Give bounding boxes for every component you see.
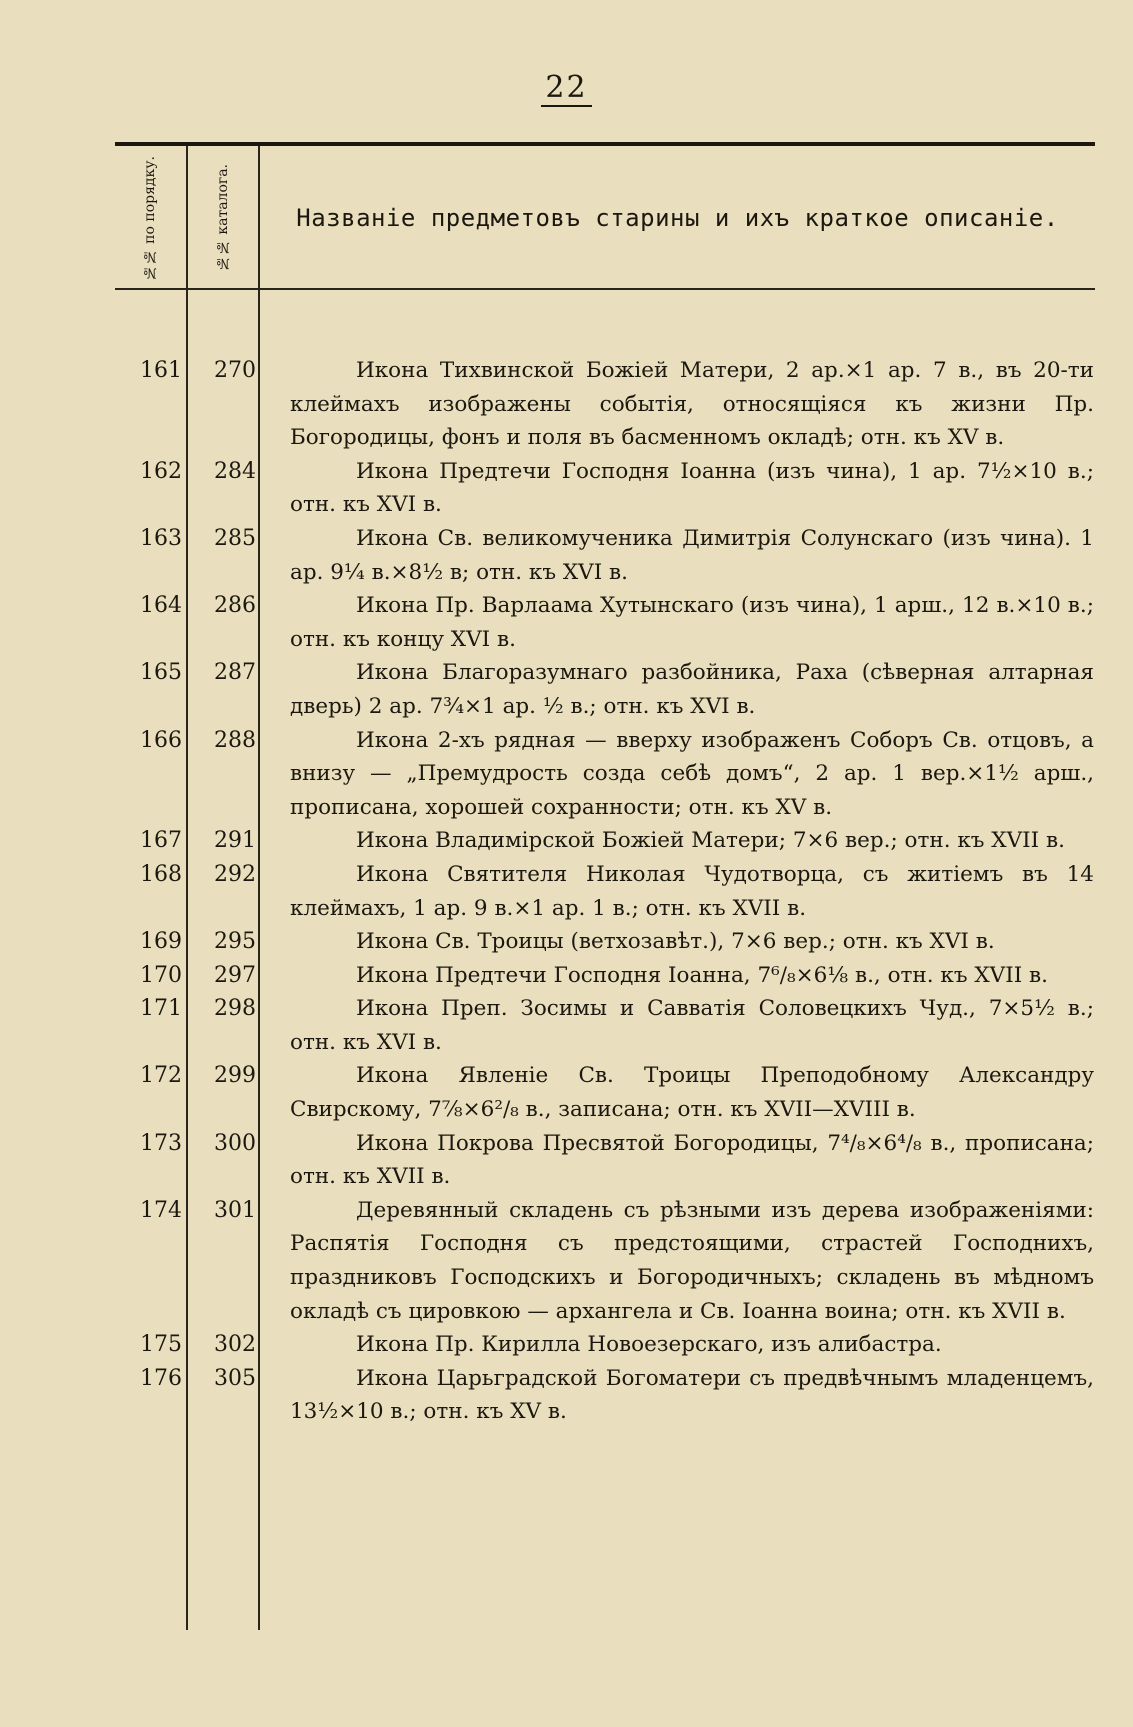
entry-description: Икона Пр. Кирилла Новоезерскаго, изъ алибастра. (356, 1332, 942, 1358)
entry-catalog-number: 298 (214, 996, 256, 1022)
header-order-label: №№ по порядку. (142, 155, 158, 281)
entry-order-number: 171 (140, 996, 182, 1022)
entry-order-number: 167 (140, 828, 182, 854)
entry-description: Икона Предтечи Господня Іоанна, 7⁶/₈×6⅛ в., отн. къ XVII в. (356, 962, 1048, 988)
entry-order-number: 173 (140, 1130, 182, 1156)
catalog-entries (115, 354, 1100, 1429)
header-catalog-cell (188, 150, 258, 286)
entry-order-number: 174 (140, 1197, 182, 1223)
header-description-cell (260, 150, 1095, 286)
entry-description: Икона Покрова Пресвятой Богородицы, 7⁴/₈×6⁴/₈ в., прописана; отн. къ XVII в. (290, 1130, 1094, 1190)
entry-catalog-number: 286 (214, 593, 256, 619)
entry-catalog-number: 291 (214, 828, 256, 854)
entry-order-number: 169 (140, 929, 182, 955)
entry-description: Икона Явленіе Св. Троицы Преподобному Александру Свирскому, 7⅞×6²/₈ в., записана; отн. къ XVII—XVIII в. (290, 1063, 1094, 1123)
entry-description: Икона Предтечи Господня Іоанна (изъ чина), 1 ар. 7½×10 в.; отн. къ XVI в. (290, 458, 1094, 518)
entry-catalog-number: 270 (214, 358, 256, 383)
catalog-entry (115, 992, 1100, 1059)
entry-order-number: 166 (140, 727, 182, 753)
catalog-entry (115, 589, 1100, 656)
catalog-entry (115, 1194, 1100, 1328)
entry-catalog-number: 295 (214, 929, 256, 955)
catalog-entry (115, 1059, 1100, 1126)
entry-catalog-number: 288 (214, 727, 256, 753)
entry-catalog-number: 292 (214, 861, 256, 887)
catalog-entry (115, 354, 1100, 455)
header-catalog-label: №№ каталога. (214, 164, 231, 272)
header-order-cell (115, 150, 186, 286)
entry-catalog-number: 301 (214, 1197, 256, 1223)
entry-catalog-number: 284 (214, 458, 256, 484)
entry-description: Икона Благоразумнаго разбойника, Раха (сѣверная алтарная дверь) 2 ар. 7¾×1 ар. ½ в.; отн. къ XVI в. (290, 660, 1094, 719)
entry-description: Икона Святителя Николая Чудотворца, съ житіемъ въ 14 клеймахъ, 1 ар. 9 в.×1 ар. 1 в.; отн. къ XVII в. (290, 861, 1094, 921)
entry-description: Икона Преп. Зосимы и Савватія Соловецкихъ Чуд., 7×5½ в.; отн. къ XVI в. (290, 996, 1094, 1055)
entry-order-number: 168 (140, 861, 182, 887)
catalog-entry (115, 656, 1100, 723)
entry-order-number: 162 (140, 458, 182, 484)
entry-catalog-number: 299 (214, 1063, 256, 1089)
entry-description: Икона Св. Троицы (ветхозавѣт.), 7×6 вер.; отн. къ XVI в. (356, 929, 995, 955)
entry-catalog-number: 285 (214, 525, 256, 551)
entry-description: Икона Владимірской Божіей Матери; 7×6 вер.; отн. къ XVII в. (356, 828, 1065, 854)
entry-description: Икона Тихвинской Божіей Матери, 2 ар.×1 ар. 7 в., въ 20-ти клеймахъ изображены событія, относящіяся къ жизни Пр. Богородицы, фонъ и поля въ басменномъ окладѣ; отн. къ XV в. (290, 358, 1094, 451)
entry-order-number: 163 (140, 525, 182, 551)
catalog-entry (115, 724, 1100, 825)
catalog-entry (115, 959, 1100, 993)
catalog-entry (115, 824, 1100, 858)
entry-catalog-number: 302 (214, 1332, 256, 1358)
entry-catalog-number: 305 (214, 1365, 256, 1391)
catalog-entry (115, 1127, 1100, 1194)
catalog-entry (115, 925, 1100, 959)
catalog-entry (115, 455, 1100, 522)
catalog-entry (115, 1328, 1100, 1362)
entry-description: Икона Пр. Варлаама Хутынскаго (изъ чина), 1 арш., 12 в.×10 в.; отн. къ концу XVI в. (290, 593, 1094, 652)
page-number: 22 (0, 70, 1133, 105)
catalog-entry (115, 1362, 1100, 1429)
entry-description: Деревянный складень съ рѣзными изъ дерева изображеніями: Распятія Господня съ предстоящими, страстей Господнихъ, праздниковъ Господскихъ и Богородичныхъ; складень въ мѣдномъ окладѣ съ цировкою — архангела и Св. Іоанна воина; отн. къ XVII в. (290, 1197, 1094, 1324)
entry-description: Икона Царьградской Богоматери съ предвѣчнымъ младенцемъ, 13½×10 в.; отн. къ XV в. (290, 1365, 1094, 1425)
entry-catalog-number: 300 (214, 1130, 256, 1156)
entry-order-number: 172 (140, 1063, 182, 1089)
entry-catalog-number: 287 (214, 660, 256, 686)
catalog-entry (115, 858, 1100, 925)
entry-description: Икона 2-хъ рядная — вверху изображенъ Соборъ Св. отцовъ, а внизу — „Премудрость созда себѣ домъ“, 2 ар. 1 вер.×1½ арш., прописана, хорошей сохранности; отн. къ XV в. (290, 727, 1094, 820)
entry-order-number: 170 (140, 962, 182, 988)
entry-description: Икона Св. великомученика Димитрія Солунскаго (изъ чина). 1 ар. 9¼ в.×8½ в; отн. къ XVI в. (290, 525, 1094, 585)
entry-order-number: 161 (140, 358, 182, 383)
entry-catalog-number: 297 (214, 962, 256, 988)
table-top-rule (115, 142, 1095, 146)
header-bottom-rule (115, 288, 1095, 290)
entry-order-number: 165 (140, 660, 182, 686)
entry-order-number: 164 (140, 593, 182, 619)
entry-order-number: 175 (140, 1332, 182, 1358)
catalog-entry (115, 522, 1100, 589)
entry-order-number: 176 (140, 1365, 182, 1391)
header-description-label: Названіе предметовъ старины и ихъ краткое описаніе. (296, 204, 1059, 232)
